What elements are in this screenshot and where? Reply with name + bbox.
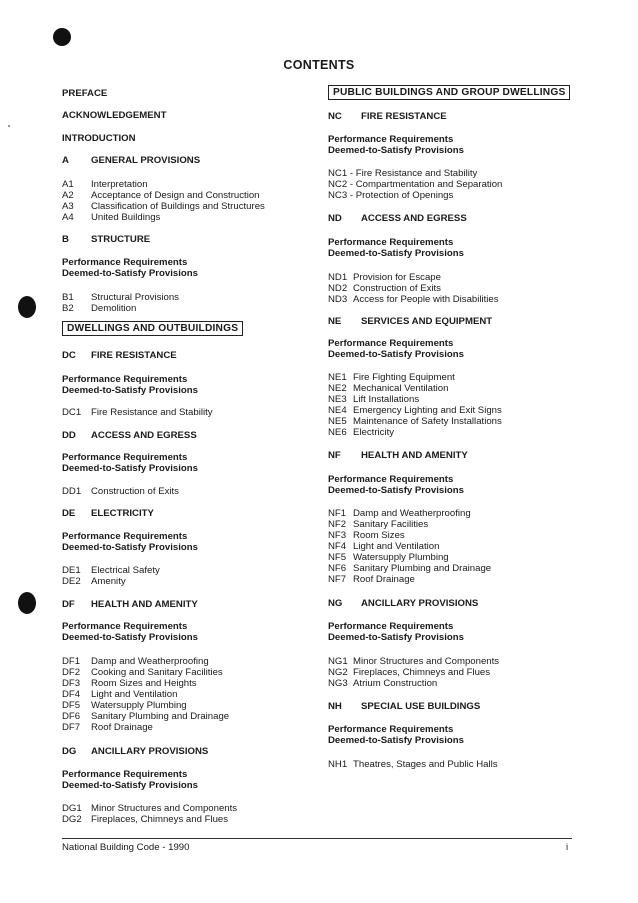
section-heading-b: B STRUCTURE	[62, 234, 151, 245]
df-deemed-to-satisfy: Deemed-to-Satisfy Provisions	[62, 632, 198, 643]
item-ng3: NG3 Atrium Construction	[328, 678, 438, 689]
dd-deemed-to-satisfy: Deemed-to-Satisfy Provisions	[62, 463, 198, 474]
section-heading-a: A GENERAL PROVISIONS	[62, 155, 201, 166]
item-nc1: NC1 - Fire Resistance and Stability	[328, 168, 478, 179]
page-title: CONTENTS	[283, 58, 355, 72]
item-de2: DE2 Amenity	[62, 576, 126, 587]
item-nf6: NF6 Sanitary Plumbing and Drainage	[328, 563, 492, 574]
section-heading-de: DE ELECTRICITY	[62, 508, 154, 519]
item-df1: DF1 Damp and Weatherproofing	[62, 656, 209, 667]
item-df4: DF4 Light and Ventilation	[62, 689, 178, 700]
dd-performance-requirements: Performance Requirements	[62, 452, 188, 463]
section-heading-nd: ND ACCESS AND EGRESS	[328, 213, 467, 224]
item-dg2: DG2 Fireplaces, Chimneys and Flues	[62, 814, 229, 825]
dc-deemed-to-satisfy: Deemed-to-Satisfy Provisions	[62, 385, 198, 396]
item-nh1: NH1 Theatres, Stages and Public Halls	[328, 759, 498, 770]
item-a3: A3 Classification of Buildings and Structures	[62, 201, 265, 212]
item-df7: DF7 Roof Drainage	[62, 722, 153, 733]
dwellings-heading: DWELLINGS AND OUTBUILDINGS	[62, 323, 243, 335]
dc-performance-requirements: Performance Requirements	[62, 374, 188, 385]
dg-performance-requirements: Performance Requirements	[62, 769, 188, 780]
item-nd2: ND2 Construction of Exits	[328, 283, 441, 294]
section-heading-ng: NG ANCILLARY PROVISIONS	[328, 598, 479, 609]
toc-introduction: INTRODUCTION	[62, 133, 136, 144]
item-nd3: ND3 Access for People with Disabilities	[328, 294, 499, 305]
item-df5: DF5 Watersupply Plumbing	[62, 700, 187, 711]
section-heading-nf: NF HEALTH AND AMENITY	[328, 450, 468, 461]
item-nc3: NC3 - Protection of Openings	[328, 190, 454, 201]
section-heading-dg: DG ANCILLARY PROVISIONS	[62, 746, 209, 757]
item-ng1: NG1 Minor Structures and Components	[328, 656, 500, 667]
de-performance-requirements: Performance Requirements	[62, 531, 188, 542]
item-nf4: NF4 Light and Ventilation	[328, 541, 440, 552]
item-nf7: NF7 Roof Drainage	[328, 574, 415, 585]
binder-hole-bottom	[18, 592, 36, 614]
item-ne1: NE1 Fire Fighting Equipment	[328, 372, 455, 383]
section-heading-nh: NH SPECIAL USE BUILDINGS	[328, 701, 481, 712]
df-performance-requirements: Performance Requirements	[62, 621, 188, 632]
item-nf1: NF1 Damp and Weatherproofing	[328, 508, 471, 519]
item-nc2: NC2 - Compartmentation and Separation	[328, 179, 503, 190]
item-b2: B2 Demolition	[62, 303, 137, 314]
nd-deemed-to-satisfy: Deemed-to-Satisfy Provisions	[328, 248, 464, 259]
item-dg1: DG1 Minor Structures and Components	[62, 803, 238, 814]
item-ne2: NE2 Mechanical Ventilation	[328, 383, 449, 394]
item-ne5: NE5 Maintenance of Safety Installations	[328, 416, 502, 427]
footer-rule	[62, 838, 572, 839]
nf-performance-requirements: Performance Requirements	[328, 474, 454, 485]
item-ne3: NE3 Lift Installations	[328, 394, 420, 405]
toc-preface: PREFACE	[62, 88, 108, 99]
item-a1: A1 Interpretation	[62, 179, 148, 190]
toc-acknowledgement: ACKNOWLEDGEMENT	[62, 110, 167, 121]
item-nf2: NF2 Sanitary Facilities	[328, 519, 429, 530]
item-nf5: NF5 Watersupply Plumbing	[328, 552, 449, 563]
ne-performance-requirements: Performance Requirements	[328, 338, 454, 349]
item-df6: DF6 Sanitary Plumbing and Drainage	[62, 711, 230, 722]
item-ne6: NE6 Electricity	[328, 427, 395, 438]
nd-performance-requirements: Performance Requirements	[328, 237, 454, 248]
dg-deemed-to-satisfy: Deemed-to-Satisfy Provisions	[62, 780, 198, 791]
ng-performance-requirements: Performance Requirements	[328, 621, 454, 632]
b-performance-requirements: Performance Requirements	[62, 257, 188, 268]
section-heading-ne: NE SERVICES AND EQUIPMENT	[328, 316, 493, 327]
nh-performance-requirements: Performance Requirements	[328, 724, 454, 735]
nf-deemed-to-satisfy: Deemed-to-Satisfy Provisions	[328, 485, 464, 496]
nc-performance-requirements: Performance Requirements	[328, 134, 454, 145]
item-df3: DF3 Room Sizes and Heights	[62, 678, 197, 689]
page-number: i	[566, 842, 569, 853]
section-heading-dd: DD ACCESS AND EGRESS	[62, 430, 197, 441]
scan-speck	[8, 125, 10, 127]
binder-hole-top	[53, 28, 71, 46]
item-dd1: DD1 Construction of Exits	[62, 486, 179, 497]
public-buildings-heading: PUBLIC BUILDINGS AND GROUP DWELLINGS	[328, 87, 570, 99]
nh-deemed-to-satisfy: Deemed-to-Satisfy Provisions	[328, 735, 464, 746]
section-heading-nc: NC FIRE RESISTANCE	[328, 111, 447, 122]
item-df2: DF2 Cooking and Sanitary Facilities	[62, 667, 223, 678]
nc-deemed-to-satisfy: Deemed-to-Satisfy Provisions	[328, 145, 464, 156]
item-nf3: NF3 Room Sizes	[328, 530, 405, 541]
item-b1: B1 Structural Provisions	[62, 292, 179, 303]
item-a2: A2 Acceptance of Design and Construction	[62, 190, 260, 201]
ne-deemed-to-satisfy: Deemed-to-Satisfy Provisions	[328, 349, 464, 360]
item-nd1: ND1 Provision for Escape	[328, 272, 441, 283]
item-a4: A4 United Buildings	[62, 212, 161, 223]
item-ne4: NE4 Emergency Lighting and Exit Signs	[328, 405, 502, 416]
section-heading-df: DF HEALTH AND AMENITY	[62, 599, 198, 610]
footer-text: National Building Code - 1990	[62, 842, 190, 853]
de-deemed-to-satisfy: Deemed-to-Satisfy Provisions	[62, 542, 198, 553]
binder-hole-middle	[18, 296, 36, 318]
ng-deemed-to-satisfy: Deemed-to-Satisfy Provisions	[328, 632, 464, 643]
b-deemed-to-satisfy: Deemed-to-Satisfy Provisions	[62, 268, 198, 279]
item-dc1: DC1 Fire Resistance and Stability	[62, 407, 213, 418]
section-heading-dc: DC FIRE RESISTANCE	[62, 350, 177, 361]
item-de1: DE1 Electrical Safety	[62, 565, 160, 576]
item-ng2: NG2 Fireplaces, Chimneys and Flues	[328, 667, 491, 678]
